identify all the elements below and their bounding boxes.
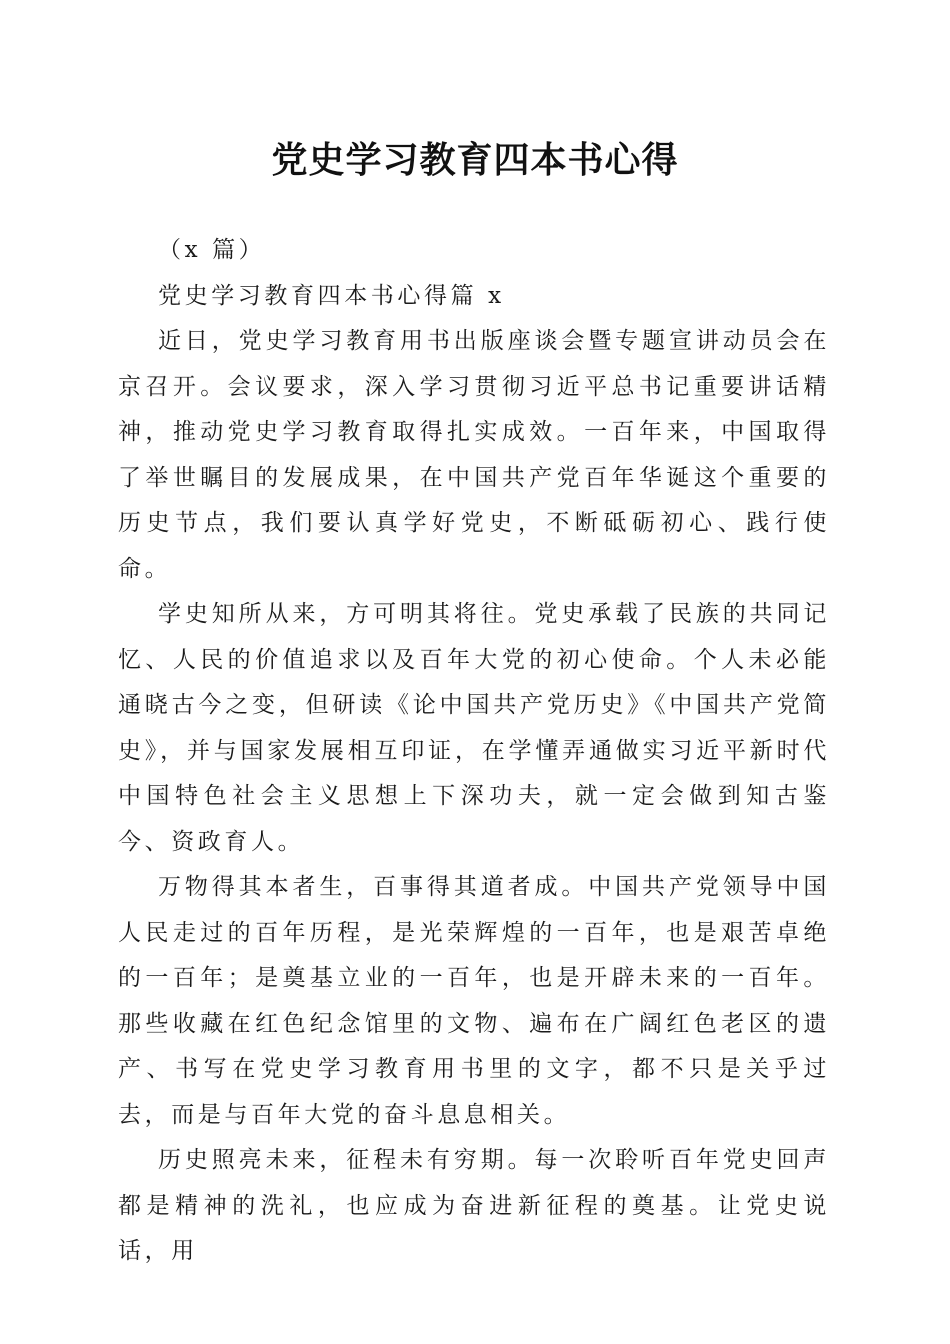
document-title: 党史学习教育四本书心得 xyxy=(271,139,679,181)
document-body xyxy=(118,228,830,1275)
subtitle: （x 篇） xyxy=(158,237,266,263)
paragraph-1: 近日，党史学习教育用书出版座谈会暨专题宣讲动员会在京召开。会议要求，深入学习贯彻习近平总书记重要讲话精神，推动党史学习教育取得扎实成效。一百年来，中国取得了举世瞩目的发展成果，在中国共产党百年华诞这个重要的历史节点，我们要认真学好党史，不断砥砺初心、践行使命。 xyxy=(118,328,830,582)
paragraph-3: 万物得其本者生，百事得其道者成。中国共产党领导中国人民走过的百年历程，是光荣辉煌的一百年，也是艰苦卓绝的一百年；是奠基立业的一百年，也是开辟未来的一百年。那些收藏在红色纪念馆里的文物、遍布在广阔红色老区的遗产、书写在党史学习教育用书里的文字，都不只是关乎过去，而是与百年大党的奋斗息息相关。 xyxy=(118,874,830,1128)
section-heading: 党史学习教育四本书心得篇 x xyxy=(158,282,505,309)
paragraph-4: 历史照亮未来，征程未有穷期。每一次聆听百年党史回声都是精神的洗礼，也应成为奋进新征程的奠基。让党史说话，用 xyxy=(118,1147,830,1264)
paragraph-2: 学史知所从来，方可明其将往。党史承载了民族的共同记忆、人民的价值追求以及百年大党的初心使命。个人未必能通晓古今之变，但研读《论中国共产党历史》《中国共产党简史》，并与国家发展相互印证，在学懂弄通做实习近平新时代中国特色社会主义思想上下深功夫，就一定会做到知古鉴今、资政育人。 xyxy=(118,601,830,855)
